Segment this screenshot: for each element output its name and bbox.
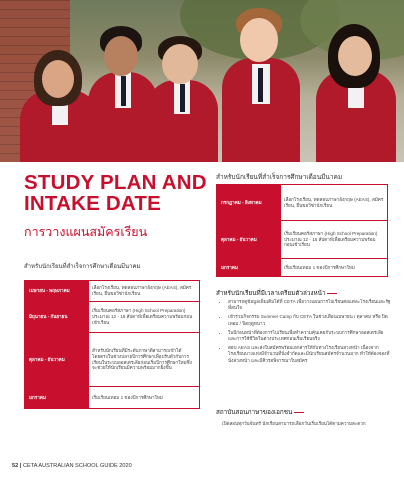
language-institute-text: เปิดสอนทุกวันจันทร์ นักเรียนสามารถเลือกวันเริ่มเรียนได้ตามความสะดวก [222, 421, 366, 426]
detail-cell: เลือกโรงเรียน, ทดสอบภาษาอังกฤษ (AEAS), สมัครเรียน, ยื่นขอวีซ่านักเรียน [281, 185, 388, 221]
title-line-2: INTAKE DATE [24, 192, 161, 215]
left-schedule-table [24, 280, 200, 409]
advance-prep-list [218, 299, 392, 367]
page-subtitle: การวางแผนสมัครเรียน [24, 225, 148, 239]
right-schedule-table [216, 184, 388, 277]
table-row [25, 387, 200, 409]
table-row [217, 185, 388, 221]
period-cell: กรกฎาคม - สิงหาคม [217, 185, 281, 221]
list-item: • ในปีก่อนหน้าที่ต้องการไปเรียนเพื่อทำความคุ้นเคยกับระบบการศึกษาออสเตรเลีย และการใช้ชีวิตในต่างประเทศก่อนเริ่มเรียนจริง [228, 330, 392, 342]
footer-separator: | [19, 463, 22, 469]
student-figure [222, 8, 300, 162]
page-title [24, 172, 209, 214]
student-figure [146, 36, 218, 162]
heading-rule [294, 412, 304, 413]
table-row [25, 281, 200, 302]
student-figure [316, 24, 396, 162]
right-table-label: สำหรับนักเรียนที่สำเร็จการศึกษาเดือนมีนาคม [216, 174, 343, 181]
period-cell: เมษายน - พฤษภาคม [25, 281, 89, 302]
page-footer [12, 463, 132, 469]
table-row [217, 259, 388, 277]
left-table-label: สำหรับนักเรียนที่สำเร็จการศึกษาเดือนมีนาคม [24, 264, 141, 270]
table-row [217, 221, 388, 259]
language-institute-heading-text: สถาบันสอนภาษาของเอกชน [216, 409, 293, 416]
detail-cell: เริ่มเรียนเทอม 1 ของปีการศึกษาใหม่ [281, 259, 388, 277]
list-item: • สามารถดูข้อมูลเพิ่มเติมได้ที่ CETA เพื่อวางแผนการไปเรียนต่อแต่ละโรงเรียนและรัฐที่สนใจ [228, 299, 392, 311]
detail-cell: เริ่มเรียนเทอม 1 ของปีการศึกษาใหม่ [89, 387, 200, 409]
detail-cell: เริ่มเรียนคอร์สภาษา (High School Preparation) ประมาณ 12 - 15 สัปดาห์เพื่อเตรียมความพร้อมก่อนเข้าเรียน [281, 221, 388, 259]
heading-rule [327, 293, 337, 294]
period-cell: มิถุนายน - กันยายน [25, 302, 89, 333]
list-item: • เข้าร่วมกิจกรรม Summer Camp กับ CETA ในช่วงเดือนเมษายน / ตุลาคม หรือ ปิดเทอม / ปิดฤดูหนาว [228, 314, 392, 326]
advance-prep-heading [216, 288, 337, 298]
detail-cell: เลือกโรงเรียน, ทดสอบภาษาอังกฤษ (AEAS), สมัครเรียน, ยื่นขอวีซ่านักเรียน [89, 281, 200, 302]
table-row [25, 333, 200, 387]
footer-text: CETA AUSTRALIAN SCHOOL GUIDE 2020 [22, 463, 132, 469]
period-cell: มกราคม [217, 259, 281, 277]
detail-cell: เริ่มเรียนคอร์สภาษา (High School Preparation) ประมาณ 12 - 15 สัปดาห์เพื่อเตรียมความพร้อมก่อนเข้าเรียน [89, 302, 200, 333]
list-item: • สอบ AEAS และส่งใบสมัครพร้อมเอกสารให้กับทางโรงเรียนล่วงหน้า เนื่องจากโรงเรียนบางแห่งมีจำนวนที่นั่งจำกัดและมีนักเรียนสมัครจำนวนมาก ทำให้ต้องจองที่นั่งล่วงหน้า และมีคิวรอพิจารณาใบสมัคร [228, 345, 392, 364]
period-cell: มกราคม [25, 387, 89, 409]
table-row [25, 302, 200, 333]
period-cell: ตุลาคม - ธันวาคม [25, 333, 89, 387]
title-line-1: STUDY PLAN AND [24, 171, 207, 194]
detail-cell: สำหรับนักเรียนที่มีระดับภาษาดีสามารถเข้าได้โดยตรงในช่วงปลายปีการศึกษาเพื่อปรับตัวกับการเรียนในระบบออสเตรเลียก่อนเริ่มปีการศึกษาใหม่ซึ่งจะช่วยให้นักเรียนมีความพร้อมมากยิ่งขึ้น [89, 333, 200, 387]
language-institute-heading [216, 407, 304, 417]
period-cell: ตุลาคม - ธันวาคม [217, 221, 281, 259]
hero-photo-students [0, 0, 404, 162]
page-number: 52 [12, 463, 19, 469]
advance-prep-heading-text: สำหรับนักเรียนที่มีเวลาเตรียมตัวล่วงหน้า [216, 290, 326, 297]
